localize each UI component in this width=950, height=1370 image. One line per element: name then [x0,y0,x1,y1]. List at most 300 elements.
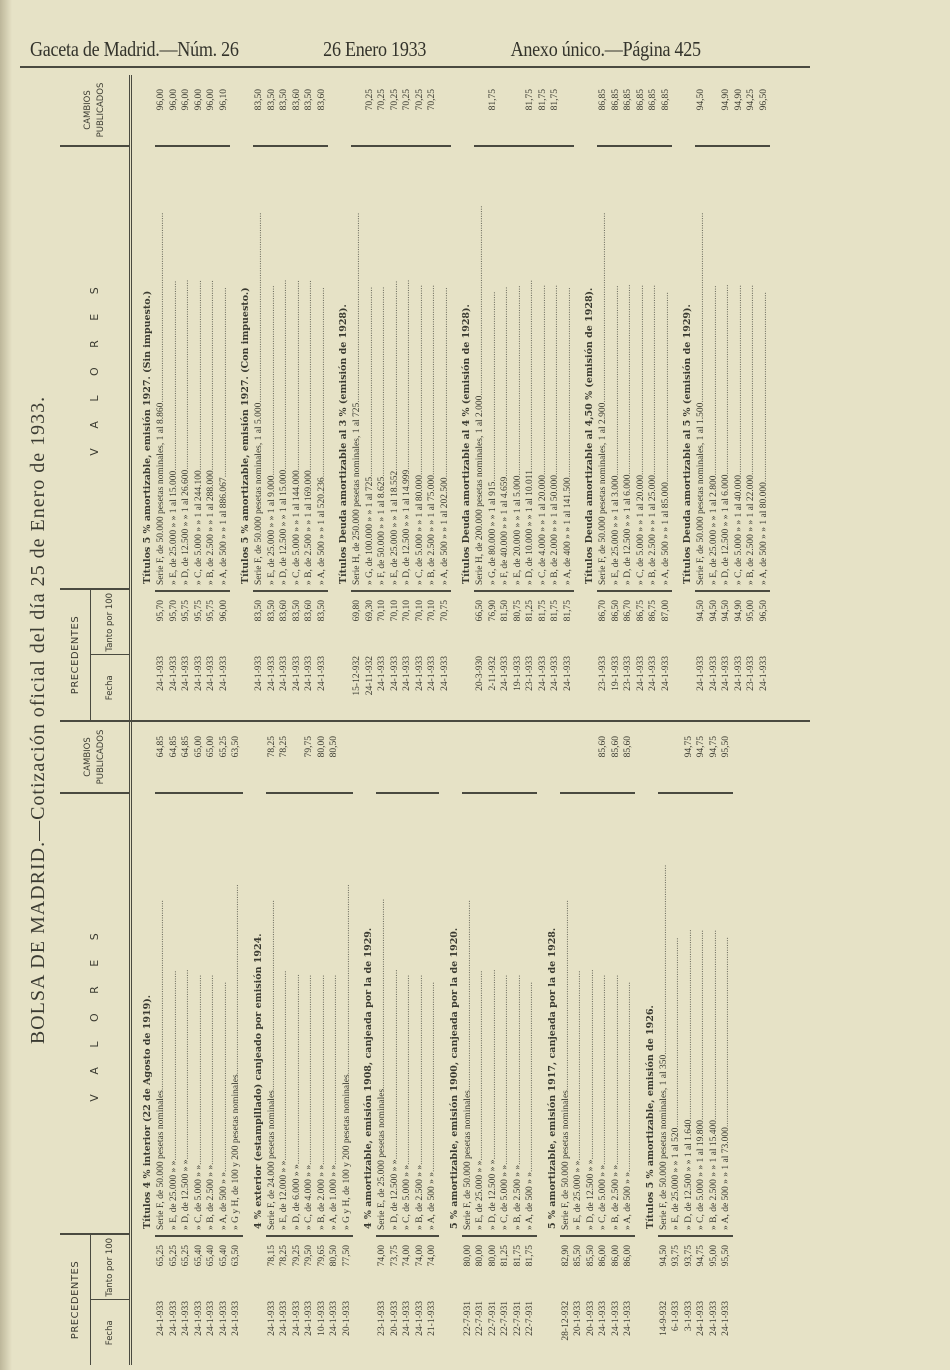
tanto-cell: 86,00 [610,1235,623,1297]
tanto-cell: 81,50 [499,590,512,652]
valor-cell [562,145,575,590]
valor-text: » D, de 12.500 » » 1 al 26.600 [181,469,191,585]
cambio-cell: 86,85 [660,89,671,111]
valor-text: » D, de 12.500 » » 1 al 6.000 [721,474,731,585]
table-row [758,75,771,720]
leader-dots: ................................................................................ [389,280,400,471]
fecha-cell: 3-1-933 [683,1301,694,1332]
tanto-cell: 83,50 [316,590,329,652]
valor-cell [462,792,475,1235]
fecha-cell: 24-11-932 [364,656,375,696]
tanto-cell: 95,50 [720,1235,733,1297]
valor-cell [364,145,377,590]
table-row [622,75,635,720]
valor-text: » A, de 500 » » [623,1171,633,1230]
fecha-cell: 24-1-933 [696,1301,706,1336]
cambio-cell: 78,25 [266,736,277,758]
valor-text: » B, de 2.500 » » 1 al 15.400 [708,1119,719,1230]
tanto-cell: 73,75 [389,1235,402,1297]
valor-text: » E, de 25.000 » » [573,1160,583,1230]
fecha-cell: 21-1-933 [427,1301,437,1336]
table-row [524,722,537,1365]
table-row [708,75,721,720]
cambio-cell: 96,00 [181,89,191,111]
table-row [328,722,341,1365]
valor-cell [193,792,206,1235]
valor-cell [758,145,771,590]
tanto-cell: 74,00 [426,1235,439,1297]
valor-text: » A, de 500 » » [525,1171,535,1230]
section-title: Títulos Deuda amortizable al 4,50 % (emisión de 1928). [584,287,595,584]
cambio-cell: 70,25 [414,89,425,111]
tanto-cell: 86,75 [647,590,660,652]
tanto-cell: 94,50 [695,590,708,652]
table-row [218,722,231,1365]
cambio-cell: 83,60 [316,89,327,111]
valor-cell [597,792,610,1235]
valor-text: » B, de 2.500 » » [414,1164,425,1230]
cambio-cell: 96,00 [168,89,179,111]
fecha-cell: 24-1-933 [402,1301,412,1336]
cambio-cell: 86,85 [648,89,658,111]
tanto-cell: 86,70 [597,590,610,652]
leader-dots: ................................................................................ [462,900,473,1091]
fecha-cell: 22-7-931 [487,1301,498,1336]
valor-cell [610,145,623,590]
fecha-cell: 24-1-933 [550,656,560,691]
tanto-cell: 78,15 [266,1235,279,1297]
valor-cell [635,145,648,590]
leader-dots: ................................................................................ [193,974,204,1165]
leader-dots: ................................................................................ [377,286,387,477]
table-row [462,722,475,1365]
cambio-cell: 64,85 [168,736,179,758]
cambio-cell: 78,25 [279,736,289,758]
cambio-cell: 81,75 [550,89,560,111]
fecha-cell: 22-7-931 [462,1301,473,1336]
section-title: Títulos 5 % amortizable, emisión de 1926. [644,1005,656,1229]
valor-cell [585,792,598,1235]
valor-cell [168,145,181,590]
tanto-cell: 70,10 [376,590,389,652]
fecha-cell: 6-1-933 [671,1301,681,1332]
table-row [512,722,525,1365]
valor-text: Serie F, de 24.000 pesetas nominales [266,1090,277,1230]
table-row [720,75,733,720]
fecha-cell: 24-1-933 [635,656,646,691]
page-title: BOLSA DE MADRID.—Cotización oficial del día 25 de Enero de 1933. [26,395,49,1045]
cambio-cell [389,722,402,792]
cambio-cell: 80,00 [316,736,327,758]
table-row [610,722,623,1365]
cambio-cell [291,722,304,792]
valor-text: » G y H, de 100 y 200 pesetas nominales [341,1074,352,1230]
cambio-cell: 64,85 [181,736,191,758]
table-row [303,722,316,1365]
table-row [389,722,402,1365]
fecha-cell: 24-1-933 [439,656,450,691]
tanto-cell: 87,00 [660,590,673,652]
valor-text: » E, de 25.000 » » 1 al 15.000 [168,470,179,585]
leader-dots: ................................................................................ [206,974,216,1165]
tanto-cell: 86,00 [622,1235,635,1297]
fecha-cell: 24-1-933 [181,1301,191,1336]
table-row [658,722,671,1365]
tanto-cell: 94,75 [695,1235,708,1297]
security-section [336,75,451,720]
valor-cell [524,145,537,590]
table-row [572,722,585,1365]
fecha-cell: 14-9-932 [658,1301,669,1336]
fecha-cell: 24-1-933 [329,1301,339,1336]
tanto-cell: 78,25 [278,1235,291,1297]
valor-text: Serie F, de 50.000 pesetas nominales, 1 al 5.000 [254,402,264,585]
fecha-cell: 24-1-933 [279,656,289,691]
security-section [459,75,574,720]
cambio-cell: 70,25 [389,89,400,111]
tanto-cell: 86,70 [622,590,635,652]
table-row [597,722,610,1365]
valor-text: » C, de 5.000 » » 1 al 144.000 [291,470,302,585]
table-header [60,722,132,1365]
cambio-cell [499,722,512,792]
tanto-cell: 94,50 [708,590,721,652]
cambio-cell [351,75,364,145]
valor-cell [266,145,279,590]
valor-text: » D, de 6.000 » » [291,1164,302,1230]
fecha-cell: 24-1-933 [660,656,671,691]
table-row [733,75,746,720]
cambio-cell: 83,50 [266,89,277,111]
valor-text: » D, de 12.500 » » 1 al 6.000 [623,474,633,585]
leader-dots: ................................................................................ [500,974,510,1165]
valor-text: » D, de 12.500 » » [181,1159,191,1230]
left-table-body [140,722,733,1365]
fecha-label: Fecha [91,655,129,721]
leader-dots: ................................................................................ [291,974,302,1165]
fecha-cell: 24-1-933 [168,656,179,691]
leader-dots: ................................................................................ [341,884,352,1075]
valor-cell [487,792,500,1235]
table-row [291,75,304,720]
leader-dots: ................................................................................ [475,970,485,1161]
table-row [660,75,673,720]
tanto-cell: 74,00 [376,1235,389,1297]
valor-text: » C, de 5.000 » » 1 al 19.800 [696,1119,706,1230]
leader-dots: ................................................................................ [427,981,437,1172]
head-rule [20,66,810,68]
right-table-body [140,75,770,720]
valor-cell [560,792,573,1235]
valor-cell [180,792,193,1235]
valor-text: » F, de 40.000 » » 1 al 4.659 [500,476,510,585]
tanto-cell: 65,25 [155,1235,168,1297]
valor-text: » E, de 25.000 » » 1 al 18.552 [389,470,400,585]
table-row [376,722,389,1365]
tanto-cell: 76,90 [487,590,500,652]
valor-text: » D, de 12.500 » » 1 al 15.000 [279,469,289,585]
valor-cell [708,145,721,590]
leader-dots: ................................................................................ [733,284,744,475]
cambio-cell: 81,75 [487,89,498,111]
table-row [745,75,758,720]
tanto-cell: 81,25 [499,1235,512,1297]
leader-dots: ................................................................................ [218,981,229,1172]
table-row [180,722,193,1365]
table-row [585,722,598,1365]
valor-text: » E, de 25.000 » » 1 al 3.000 [610,475,621,585]
section-title: 4 % amortizable, emisión 1908, canjeada por la de 1929. [363,927,374,1229]
table-row [635,75,648,720]
leader-dots: ................................................................................ [635,284,646,475]
valor-text: » D, de 12.500 » » 1 al 14.999 [402,469,412,585]
table-row [205,75,218,720]
fecha-cell: 20-3-930 [475,656,485,691]
tanto-cell: 82,90 [560,1235,573,1297]
valor-text: » D, de 12.500 » » [487,1159,498,1230]
leader-dots: ................................................................................ [377,898,387,1089]
section-title: 5 % amortizable, emisión 1917, canjeada por la de 1928. [546,927,558,1229]
fecha-cell: 23-1-933 [525,656,535,691]
tanto-cell: 95,75 [193,590,206,652]
fecha-cell: 24-1-933 [427,656,437,691]
valor-text: » C, de 5.000 » » 1 al 40.000 [733,474,744,585]
fecha-cell: 24-1-933 [623,1301,633,1336]
cambio-cell: 65,00 [193,736,204,758]
leader-dots: ................................................................................ [550,284,560,475]
cambio-cell: 81,75 [537,89,548,111]
valor-cell [218,792,231,1235]
table-row [316,722,329,1365]
valor-text: Serie F, de 50.000 pesetas nominales [156,1090,166,1230]
valor-text: » B, de 2.000 » » 1 al 50.000 [550,474,560,585]
fecha-cell: 24-1-933 [377,656,387,691]
valor-text: » E, de 20.000 » » 1 al 5.000 [512,475,523,585]
valor-text: » C, de 4.000 » » [304,1164,314,1230]
right-table [60,75,810,720]
valor-text: » E, de 25.000 » » [168,1160,179,1230]
security-section [545,722,635,1365]
leader-dots: ................................................................................ [279,279,289,470]
table-row [401,75,414,720]
quotation-grid [60,75,810,1365]
valor-cell [658,792,671,1235]
precedentes-label: PRECEDENTES [60,1235,91,1365]
leader-dots: ................................................................................ [279,970,289,1161]
table-row [303,75,316,720]
table-row [364,75,377,720]
leader-dots: ................................................................................ [266,900,277,1091]
table-row [474,75,487,720]
valor-cell [537,145,550,590]
cambio-cell [585,722,598,792]
valor-cell [168,792,181,1235]
cambio-cell: 86,85 [623,89,633,111]
leader-dots: ................................................................................ [487,291,498,482]
cambio-cell [439,75,452,145]
table-row [193,75,206,720]
valor-cell [155,792,168,1235]
leader-dots: ................................................................................ [475,205,485,396]
valor-text: » B, de 2.500 » » 1 al 169.000 [304,470,314,585]
fecha-cell: 24-1-933 [708,1301,719,1336]
tanto-cell: 74,00 [414,1235,427,1297]
fecha-cell: 24-1-933 [266,1301,277,1336]
valor-cell [426,792,439,1235]
cambio-cell: 86,85 [598,89,608,111]
table-row [549,75,562,720]
cambios-label: CAMBIOS PUBLICADOS [82,82,106,138]
fecha-cell: 24-1-933 [758,656,769,691]
leader-dots: ................................................................................ [660,292,671,483]
leader-dots: ................................................................................ [696,212,706,403]
cambio-cell [401,722,414,792]
scan-edge [0,0,12,1370]
cambio-cell: 80,50 [329,736,339,758]
fecha-cell: 22-7-931 [500,1301,510,1336]
tanto-cell: 81,25 [524,590,537,652]
valor-cell [253,145,266,590]
leader-dots: ................................................................................ [304,974,314,1165]
valor-cell [341,792,354,1235]
cambio-cell: 94,25 [746,89,756,111]
fecha-cell: 20-1-933 [389,1301,400,1336]
valor-cell [266,792,279,1235]
valor-text: » C, de 5.000 » » 1 al 244.100 [193,470,204,585]
cambio-cell [474,722,487,792]
cambio-cell [670,722,683,792]
valor-text: » E, de 25.000 » » 1 al 9.000 [266,475,277,585]
leader-dots: ................................................................................ [218,287,229,478]
table-row [597,75,610,720]
table-row [278,722,291,1365]
table-row [720,722,733,1365]
valor-cell [733,145,746,590]
fecha-cell: 19-1-933 [610,656,621,691]
valor-text: » G, de 100.000 » » 1 al 725 [364,476,375,585]
fecha-cell: 20-1-933 [573,1301,583,1336]
valor-text: Serie F, de 50.000 pesetas nominales [560,1090,571,1230]
fecha-cell: 24-1-933 [304,1301,314,1336]
leader-dots: ................................................................................ [439,287,450,478]
valor-text: » A, de 500 » » 1 al 73.000 [721,1127,731,1230]
leader-dots: ................................................................................ [414,284,425,475]
cambio-cell [562,75,575,145]
fecha-cell: 24-1-933 [721,1301,731,1336]
valor-cell [278,792,291,1235]
leader-dots: ................................................................................ [512,285,523,476]
fecha-label: Fecha [91,1300,129,1366]
tanto-cell: 65,25 [180,1235,193,1297]
valor-text: Serie E, de 25.000 pesetas nominales [377,1088,387,1230]
tanto-cell: 83,50 [253,590,266,652]
fecha-cell: 20-1-933 [585,1301,596,1336]
leader-dots: ................................................................................ [598,212,608,403]
table-row [266,75,279,720]
valor-cell [487,145,500,590]
cambio-cell: 96,00 [156,89,166,111]
cambio-cell [512,722,525,792]
table-row [414,722,427,1365]
valor-text: » A, de 400 » » 1 al 141.500 [562,477,573,585]
leader-dots: ................................................................................ [721,937,731,1128]
valores-label: V A L O R E S [60,792,129,1233]
cambio-cell: 83,50 [254,89,264,111]
tanto-cell: 65,40 [205,1235,218,1297]
tanto-cell: 70,10 [426,590,439,652]
leader-dots: ................................................................................ [708,929,719,1120]
tanto-cell: 95,00 [708,1235,721,1297]
cambio-cell: 86,85 [610,89,621,111]
valor-cell [474,145,487,590]
valor-text: » G, de 80.000 » » 1 al 915 [487,481,498,585]
valor-text: Serie F, de 50.000 pesetas nominales, 1 al 8.860 [156,402,166,585]
leader-dots: ................................................................................ [758,292,769,483]
valor-text: » D, de 10.000 » » 1 al 10.011 [525,470,535,585]
valor-text: » D, de 12.500 » » [389,1159,400,1230]
valor-cell [414,145,427,590]
left-table [60,720,810,1365]
cambio-cell: 96,00 [193,89,204,111]
fecha-cell: 10-1-933 [316,1301,327,1336]
leader-dots: ................................................................................ [610,285,621,476]
table-row [537,75,550,720]
fecha-cell: 24-1-933 [279,1301,289,1336]
cambio-cell: 94,90 [733,89,744,111]
fecha-cell: 24-1-933 [562,656,573,691]
table-row [341,722,354,1365]
valor-text: » D, de 12.500 » » 1 al 1.640 [683,1119,694,1230]
tanto-cell: 70,10 [401,590,414,652]
fecha-cell: 24-1-933 [414,1301,425,1336]
valor-text: » E, de 12.000 » » [279,1160,289,1230]
fecha-cell: 24-1-933 [156,656,166,691]
leader-dots: ................................................................................ [746,284,756,475]
leader-dots: ................................................................................ [291,280,302,471]
table-row [266,722,279,1365]
leader-dots: ................................................................................ [683,929,694,1120]
fecha-cell: 15-12-932 [352,656,362,696]
tanto-cell: 63,50 [230,1235,243,1297]
valor-cell [401,145,414,590]
fecha-cell: 2-11-932 [487,656,498,691]
valor-text: Serie H, de 200.000 pesetas nominales, 1 al 2.000 [475,395,485,585]
table-row [155,75,168,720]
tanto-cell: 81,75 [562,590,575,652]
section-title: 5 % amortizable, emisión 1900, canjeada por la de 1920. [448,927,460,1229]
leader-dots: ................................................................................ [487,969,498,1160]
valor-cell [622,145,635,590]
valor-text: » C, de 4.000 » » 1 al 20.000 [537,474,548,585]
valor-text: » D, de 12.500 » » [585,1159,596,1230]
leader-dots: ................................................................................ [537,284,548,475]
tanto-cell: 96,50 [758,590,771,652]
fecha-cell: 24-1-933 [708,656,719,691]
leader-dots: ................................................................................ [648,284,658,475]
leader-dots: ................................................................................ [512,974,523,1165]
tanto-cell: 65,25 [168,1235,181,1297]
valor-text: » E, de 25.000 » » 1 al 2.800 [708,475,719,585]
cambio-cell: 79,75 [304,736,314,758]
fecha-cell: 24-1-933 [156,1301,166,1336]
fecha-cell: 24-1-933 [231,1301,241,1336]
tanto-cell: 94,50 [720,590,733,652]
fecha-cell: 22-7-931 [525,1301,535,1336]
fecha-cell: 23-1-933 [623,656,633,691]
cambio-cell: 70,25 [402,89,412,111]
security-section [680,75,770,720]
fecha-cell: 24-1-933 [291,1301,302,1336]
